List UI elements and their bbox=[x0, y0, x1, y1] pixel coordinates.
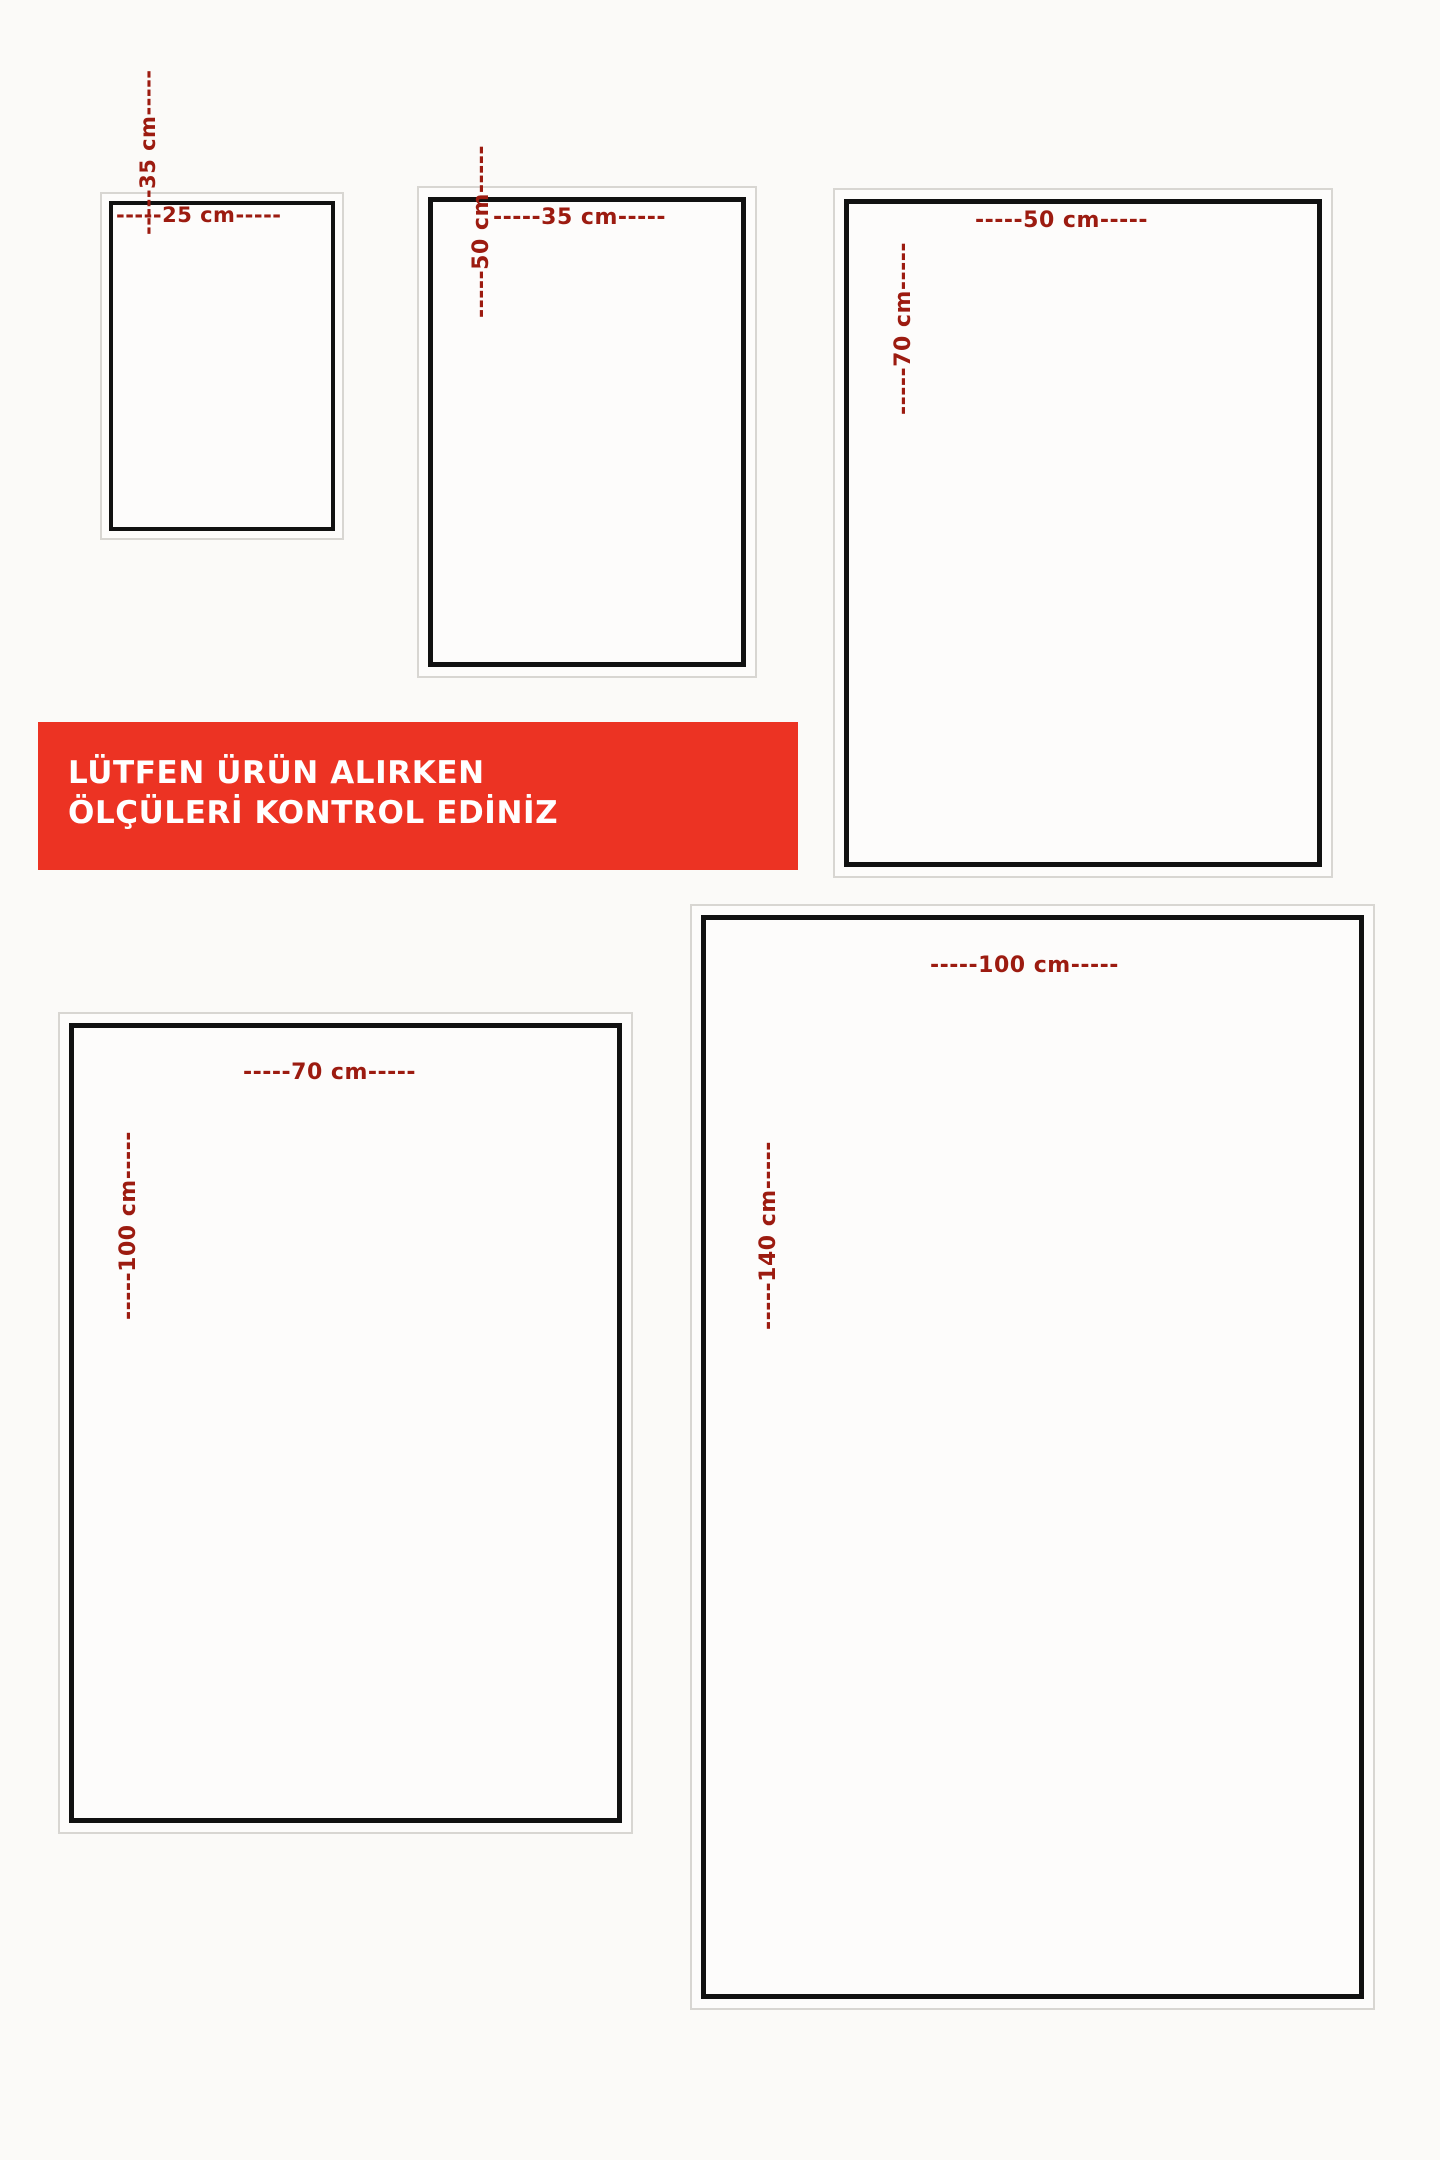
frame-50x70-width-label: -----50 cm----- bbox=[975, 208, 1149, 233]
frame-70x100-width-label: -----70 cm----- bbox=[243, 1060, 417, 1085]
notice-line-2: ÖLÇÜLERİ KONTROL EDİNİZ bbox=[68, 795, 559, 831]
size-check-notice bbox=[38, 722, 798, 870]
frame-25x35-width-label: -----25 cm----- bbox=[116, 203, 282, 227]
frame-25x35-height-label: -----35 cm----- bbox=[136, 69, 160, 235]
frame-25x35 bbox=[100, 192, 344, 540]
frame-100x140 bbox=[690, 904, 1375, 2010]
frame-70x100 bbox=[58, 1012, 633, 1834]
frame-25x35-inner bbox=[109, 201, 335, 531]
frame-35x50-height-label: -----50 cm----- bbox=[469, 144, 494, 318]
frame-70x100-height-label: -----100 cm----- bbox=[116, 1131, 141, 1320]
frame-100x140-inner bbox=[701, 915, 1364, 1999]
frame-50x70-height-label: -----70 cm----- bbox=[891, 241, 916, 415]
frame-70x100-inner bbox=[69, 1023, 622, 1823]
frame-35x50 bbox=[417, 186, 757, 678]
frame-35x50-width-label: -----35 cm----- bbox=[493, 205, 667, 230]
frame-100x140-width-label: -----100 cm----- bbox=[930, 953, 1119, 978]
frame-100x140-height-label: -----140 cm----- bbox=[756, 1141, 781, 1330]
notice-line-1: LÜTFEN ÜRÜN ALIRKEN bbox=[68, 755, 485, 792]
